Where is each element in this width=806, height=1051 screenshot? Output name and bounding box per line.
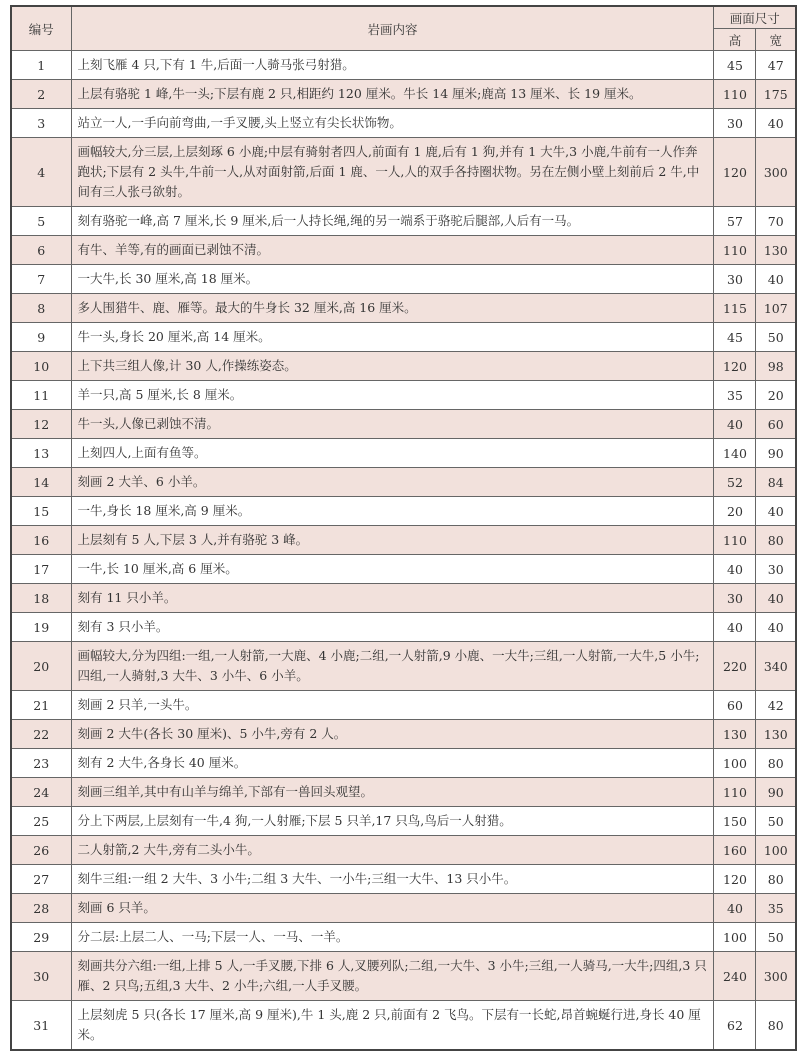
row-width: 300 (756, 138, 796, 207)
row-content: 多人围猎牛、鹿、雁等。最大的牛身长 32 厘米,高 16 厘米。 (71, 294, 714, 323)
row-height: 110 (714, 80, 756, 109)
row-id: 19 (11, 613, 71, 642)
row-id: 18 (11, 584, 71, 613)
row-width: 40 (756, 613, 796, 642)
row-height: 115 (714, 294, 756, 323)
row-id: 8 (11, 294, 71, 323)
table-row (11, 51, 796, 80)
row-width: 340 (756, 642, 796, 691)
table-row (11, 836, 796, 865)
row-id: 30 (11, 952, 71, 1001)
rock-art-table (10, 5, 797, 1051)
row-id: 5 (11, 207, 71, 236)
table-row (11, 778, 796, 807)
row-width: 40 (756, 265, 796, 294)
row-height: 30 (714, 265, 756, 294)
row-height: 120 (714, 352, 756, 381)
table-row (11, 381, 796, 410)
row-width: 100 (756, 836, 796, 865)
row-content: 一大牛,长 30 厘米,高 18 厘米。 (71, 265, 714, 294)
table-row (11, 555, 796, 584)
row-content: 刻画 6 只羊。 (71, 894, 714, 923)
row-height: 60 (714, 691, 756, 720)
row-id: 23 (11, 749, 71, 778)
row-id: 22 (11, 720, 71, 749)
header-height: 高 (714, 29, 756, 51)
row-height: 40 (714, 894, 756, 923)
table-row (11, 923, 796, 952)
row-width: 80 (756, 749, 796, 778)
row-width: 50 (756, 807, 796, 836)
table-row (11, 807, 796, 836)
row-content: 羊一只,高 5 厘米,长 8 厘米。 (71, 381, 714, 410)
row-height: 40 (714, 613, 756, 642)
row-height: 110 (714, 526, 756, 555)
row-height: 40 (714, 410, 756, 439)
row-width: 98 (756, 352, 796, 381)
row-content: 牛一头,人像已剥蚀不清。 (71, 410, 714, 439)
row-id: 2 (11, 80, 71, 109)
row-content: 刻画 2 大牛(各长 30 厘米)、5 小牛,旁有 2 人。 (71, 720, 714, 749)
table-row (11, 497, 796, 526)
row-height: 52 (714, 468, 756, 497)
row-content: 刻牛三组:一组 2 大牛、3 小牛;二组 3 大牛、一小牛;三组一大牛、13 只小牛。 (71, 865, 714, 894)
row-content: 画幅较大,分为四组:一组,一人射箭,一大鹿、4 小鹿;二组,一人射箭,9 小鹿、一大牛;三组,一人射箭,一大牛,5 小牛;四组,一人骑射,3 大牛、3 小牛、6 小羊。 (71, 642, 714, 691)
row-id: 17 (11, 555, 71, 584)
table-row (11, 720, 796, 749)
row-width: 20 (756, 381, 796, 410)
row-height: 240 (714, 952, 756, 1001)
row-width: 300 (756, 952, 796, 1001)
row-width: 70 (756, 207, 796, 236)
row-width: 80 (756, 526, 796, 555)
row-id: 11 (11, 381, 71, 410)
row-height: 110 (714, 236, 756, 265)
row-content: 分二层:上层二人、一马;下层一人、一马、一羊。 (71, 923, 714, 952)
row-id: 1 (11, 51, 71, 80)
row-content: 上层刻虎 5 只(各长 17 厘米,高 9 厘米),牛 1 头,鹿 2 只,前面有 2 飞鸟。下层有一长蛇,昂首蜿蜒行进,身长 40 厘米。 (71, 1001, 714, 1051)
row-id: 28 (11, 894, 71, 923)
table-row (11, 894, 796, 923)
table-row (11, 265, 796, 294)
row-content: 上刻四人,上面有鱼等。 (71, 439, 714, 468)
table-row (11, 294, 796, 323)
table-row (11, 749, 796, 778)
table-row (11, 468, 796, 497)
row-content: 刻有 11 只小羊。 (71, 584, 714, 613)
row-height: 62 (714, 1001, 756, 1051)
row-content: 刻画三组羊,其中有山羊与绵羊,下部有一兽回头观望。 (71, 778, 714, 807)
row-content: 一牛,身长 18 厘米,高 9 厘米。 (71, 497, 714, 526)
row-height: 57 (714, 207, 756, 236)
row-height: 40 (714, 555, 756, 584)
header-content: 岩画内容 (71, 6, 714, 51)
table-row (11, 80, 796, 109)
row-width: 130 (756, 236, 796, 265)
row-width: 40 (756, 109, 796, 138)
row-content: 刻画 2 只羊,一头牛。 (71, 691, 714, 720)
table-row (11, 323, 796, 352)
row-content: 上层刻有 5 人,下层 3 人,并有骆驼 3 峰。 (71, 526, 714, 555)
row-width: 50 (756, 923, 796, 952)
row-height: 150 (714, 807, 756, 836)
row-content: 刻有骆驼一峰,高 7 厘米,长 9 厘米,后一人持长绳,绳的另一端系于骆驼后腿部,人后有一马。 (71, 207, 714, 236)
row-height: 140 (714, 439, 756, 468)
row-width: 80 (756, 865, 796, 894)
row-id: 4 (11, 138, 71, 207)
row-content: 画幅较大,分三层,上层刻琢 6 小鹿;中层有骑射者四人,前面有 1 鹿,后有 1 狗,并有 1 大牛,3 小鹿,牛前有一人作奔跑状;下层有 2 头牛,牛前一人,从对面射箭,后面 1 鹿、一人,人的双手各持圈状物。另在左侧小壁上刻前后 2 牛,中间有三人张弓欲射。 (71, 138, 714, 207)
row-content: 刻有 3 只小羊。 (71, 613, 714, 642)
row-height: 120 (714, 138, 756, 207)
row-height: 30 (714, 109, 756, 138)
row-id: 3 (11, 109, 71, 138)
row-content: 有牛、羊等,有的画面已剥蚀不清。 (71, 236, 714, 265)
row-id: 10 (11, 352, 71, 381)
row-height: 20 (714, 497, 756, 526)
table-row (11, 952, 796, 1001)
row-width: 90 (756, 778, 796, 807)
row-id: 21 (11, 691, 71, 720)
row-content: 分上下两层,上层刻有一牛,4 狗,一人射雁;下层 5 只羊,17 只鸟,鸟后一人射猎。 (71, 807, 714, 836)
row-width: 84 (756, 468, 796, 497)
row-width: 90 (756, 439, 796, 468)
row-id: 9 (11, 323, 71, 352)
header-size: 画面尺寸 (714, 6, 796, 29)
row-height: 120 (714, 865, 756, 894)
row-width: 60 (756, 410, 796, 439)
row-id: 25 (11, 807, 71, 836)
row-height: 110 (714, 778, 756, 807)
header-id: 编号 (11, 6, 71, 51)
row-width: 47 (756, 51, 796, 80)
table-row (11, 613, 796, 642)
row-id: 29 (11, 923, 71, 952)
row-id: 27 (11, 865, 71, 894)
row-id: 26 (11, 836, 71, 865)
row-width: 42 (756, 691, 796, 720)
row-height: 45 (714, 51, 756, 80)
row-content: 上层有骆驼 1 峰,牛一头;下层有鹿 2 只,相距约 120 厘米。牛长 14 厘米;鹿高 13 厘米、长 19 厘米。 (71, 80, 714, 109)
row-width: 35 (756, 894, 796, 923)
row-id: 7 (11, 265, 71, 294)
table-row (11, 691, 796, 720)
row-id: 13 (11, 439, 71, 468)
row-id: 20 (11, 642, 71, 691)
row-content: 刻画 2 大羊、6 小羊。 (71, 468, 714, 497)
row-content: 牛一头,身长 20 厘米,高 14 厘米。 (71, 323, 714, 352)
header-width: 宽 (756, 29, 796, 51)
row-id: 24 (11, 778, 71, 807)
table-row (11, 236, 796, 265)
row-content: 上下共三组人像,计 30 人,作操练姿态。 (71, 352, 714, 381)
row-height: 30 (714, 584, 756, 613)
row-id: 16 (11, 526, 71, 555)
table-row (11, 439, 796, 468)
table-row (11, 865, 796, 894)
table-row (11, 109, 796, 138)
row-height: 160 (714, 836, 756, 865)
table-row (11, 584, 796, 613)
row-width: 80 (756, 1001, 796, 1051)
row-content: 刻画共分六组:一组,上排 5 人,一手叉腰,下排 6 人,叉腰列队;二组,一大牛、3 小牛;三组,一人骑马,一大牛;四组,3 只雁、2 只鸟;五组,3 大牛、2 小牛;六组,一人手叉腰。 (71, 952, 714, 1001)
table-row (11, 138, 796, 207)
row-id: 15 (11, 497, 71, 526)
row-content: 二人射箭,2 大牛,旁有二头小牛。 (71, 836, 714, 865)
row-width: 40 (756, 584, 796, 613)
row-height: 35 (714, 381, 756, 410)
row-id: 14 (11, 468, 71, 497)
row-id: 12 (11, 410, 71, 439)
row-width: 40 (756, 497, 796, 526)
row-width: 107 (756, 294, 796, 323)
row-height: 130 (714, 720, 756, 749)
row-height: 220 (714, 642, 756, 691)
row-height: 45 (714, 323, 756, 352)
row-id: 6 (11, 236, 71, 265)
row-width: 50 (756, 323, 796, 352)
table-row (11, 1001, 796, 1051)
table-row (11, 207, 796, 236)
row-height: 100 (714, 923, 756, 952)
row-content: 上刻飞雁 4 只,下有 1 牛,后面一人骑马张弓射猎。 (71, 51, 714, 80)
row-height: 100 (714, 749, 756, 778)
row-width: 130 (756, 720, 796, 749)
row-content: 刻有 2 大牛,各身长 40 厘米。 (71, 749, 714, 778)
row-width: 30 (756, 555, 796, 584)
table-row (11, 526, 796, 555)
row-content: 一牛,长 10 厘米,高 6 厘米。 (71, 555, 714, 584)
row-id: 31 (11, 1001, 71, 1051)
table-row (11, 352, 796, 381)
row-content: 站立一人,一手向前弯曲,一手叉腰,头上竖立有尖长状饰物。 (71, 109, 714, 138)
row-width: 175 (756, 80, 796, 109)
table-row (11, 410, 796, 439)
table-row (11, 642, 796, 691)
